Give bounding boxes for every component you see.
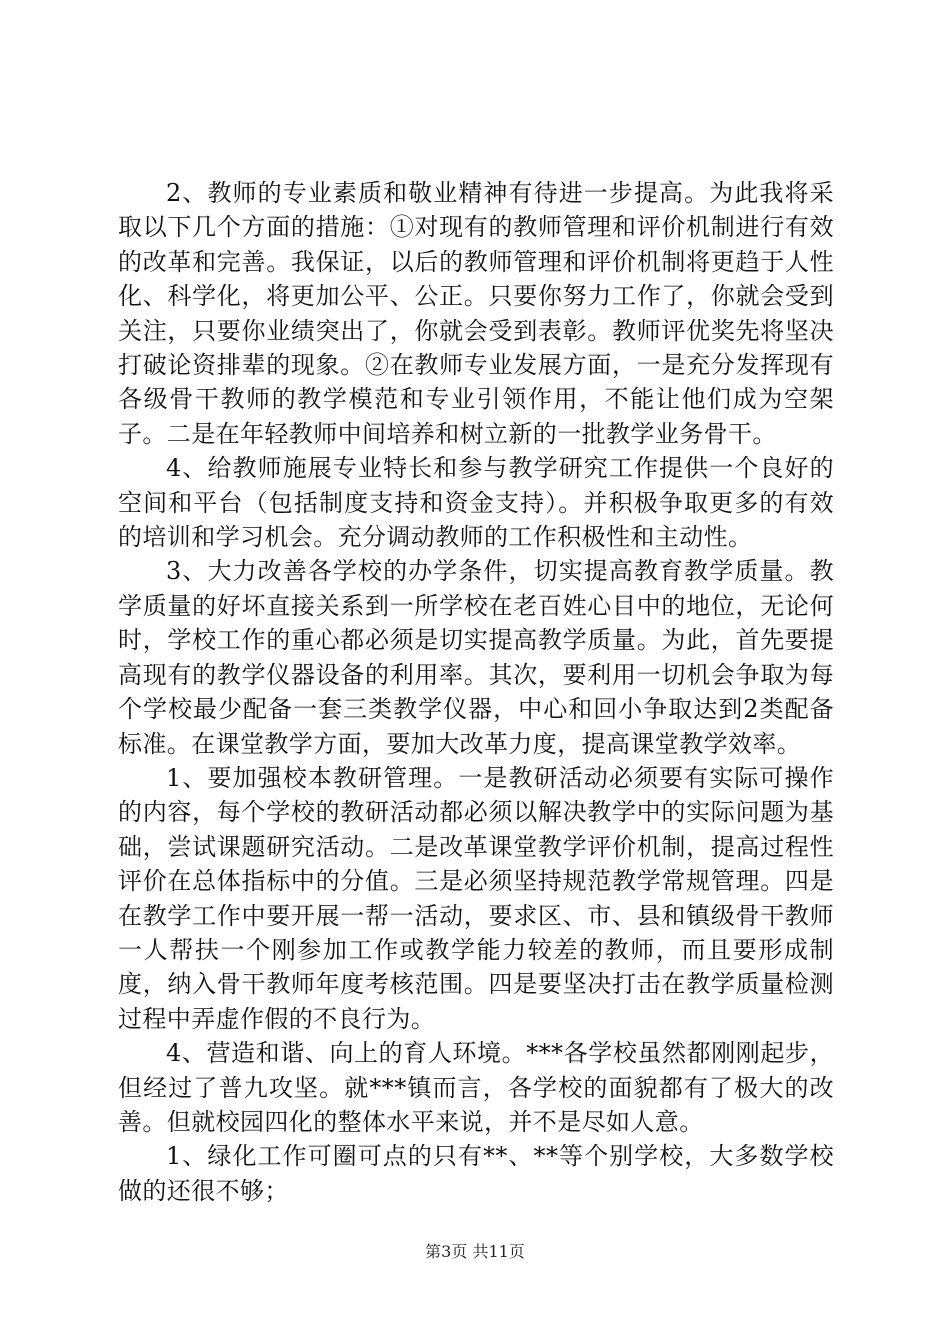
document-body xyxy=(118,176,834,1208)
paragraph-teacher-platform: 4、给教师施展专业特长和参与教学研究工作提供一个良好的空间和平台（包括制度支持和资金支持）。并积极争取更多的有效的培训和学习机会。充分调动教师的工作积极性和主动性。 xyxy=(118,454,834,552)
paragraph-environment: 4、营造和谐、向上的育人环境。***各学校虽然都刚刚起步，但经过了普九攻坚。就***镇而言，各学校的面貌都有了极大的改善。但就校园四化的整体水平来说，并不是尽如人意。 xyxy=(118,1039,834,1136)
page-footer: 第3页 共11页 xyxy=(425,1242,525,1261)
paragraph-teacher-quality: 2、教师的专业素质和敬业精神有待进一步提高。为此我将采取以下几个方面的措施：①对现有的教师管理和评价机制进行有效的改革和完善。我保证，以后的教师管理和评价机制将更趋于人性化、科学化，将更加公平、公正。只要你努力工作了，你就会受到关注，只要你业绩突出了，你就会受到表彰。教师评优奖先将坚决打破论资排辈的现象。②在教师专业发展方面，一是充分发挥现有各级骨干教师的教学模范和专业引领作用，不能让他们成为空架子。二是在年轻教师中间培养和树立新的一批教学业务骨干。 xyxy=(118,179,834,448)
paragraph-school-conditions: 3、大力改善各学校的办学条件，切实提高教育教学质量。教学质量的好坏直接关系到一所学校在老百姓心目中的地位，无论何时，学校工作的重心都必须是切实提高教学质量。为此，首先要提高现有的教学仪器设备的利用率。其次，要利用一切机会争取为每个学校最少配备一套三类教学仪器，中心和回小争取达到2类配备标准。在课堂教学方面，要加大改革力度，提高课堂教学效率。 xyxy=(118,557,834,758)
paragraph-greening: 1、绿化工作可圈可点的只有**、**等个别学校，大多数学校做的还很不够； xyxy=(118,1142,834,1205)
paragraph-school-research: 1、要加强校本教研管理。一是教研活动必须要有实际可操作的内容，每个学校的教研活动都必须以解决教学中的实际问题为基础，尝试课题研究活动。二是改革课堂教学评价机制，提高过程性评价在总体指标中的分值。三是必须坚持规范教学常规管理。四是在教学工作中要开展一帮一活动，要求区、市、县和镇级骨干教师一人帮扶一个刚参加工作或教学能力较差的教师，而且要形成制度，纳入骨干教师年度考核范围。四是要坚决打击在教学质量检测过程中弄虚作假的不良行为。 xyxy=(118,763,834,1033)
